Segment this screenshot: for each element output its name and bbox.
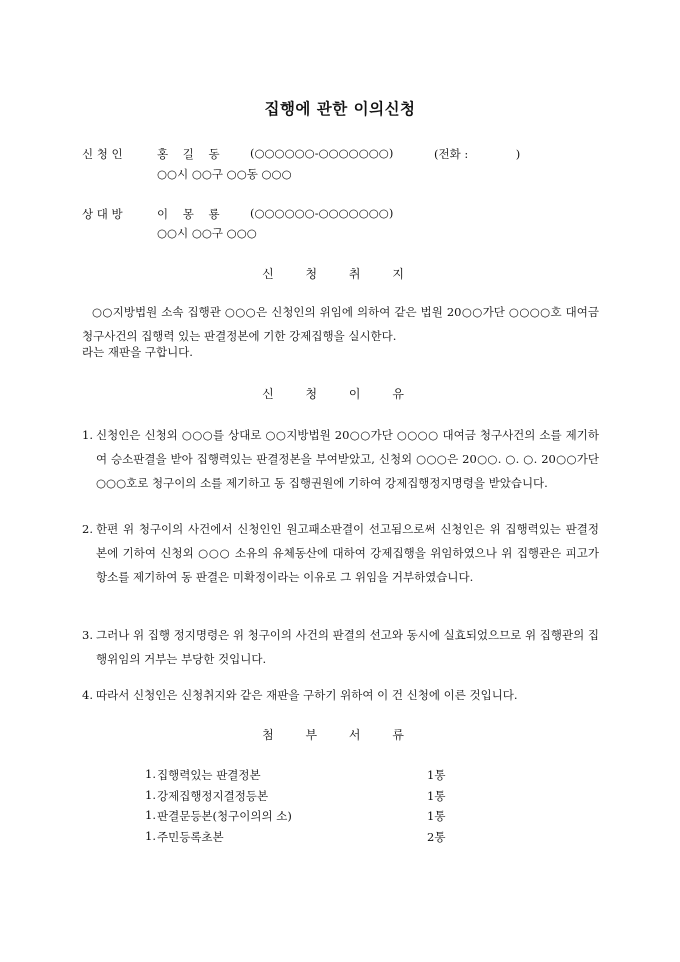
attachment-name: 집행력있는 판결정본 (157, 768, 261, 782)
respondent-name: 이 몽 룡 (157, 207, 220, 221)
reason-number: 4. (82, 688, 93, 702)
reason-text: 그러나 위 집행 정지명령은 위 청구이의 사건의 판결의 선고와 동시에 실효되었으므로 위 집행관의 집행위임의 거부는 부당한 것입니다. (96, 628, 599, 666)
purpose-closing: 라는 재판을 구합니다. (82, 345, 193, 359)
reasons-heading: 신 청 이 유 (262, 387, 418, 401)
attachment-number: 1. (145, 767, 156, 781)
attachment-name: 판결문등본(청구이의의 소) (157, 809, 292, 823)
document-title: 집행에 관한 이의신청 (264, 100, 416, 118)
applicant-name: 홍 길 동 (157, 147, 220, 161)
attachment-row (145, 788, 455, 810)
reason-number: 3. (82, 628, 93, 642)
applicant-id: (○○○○○○-○○○○○○○) (250, 146, 394, 160)
purpose-heading: 신 청 취 지 (262, 267, 418, 281)
attachment-row (145, 829, 455, 851)
applicant-address: ○○시 ○○구 ○○동 ○○○ (157, 167, 292, 181)
respondent-label: 상 대 방 (82, 207, 123, 221)
attachment-name: 강제집행정지결정등본 (157, 789, 269, 803)
reason-number: 2. (82, 522, 93, 536)
reason-item (82, 683, 599, 707)
attachment-row (145, 767, 455, 789)
reason-text: 신청인은 신청외 ○○○를 상대로 ○○지방법원 20○○가단 ○○○○ 대여금 청구사건의 소를 제기하여 승소판결을 받아 집행력있는 판결정본을 부여받았고, 신청외 ○○○은 20○○. ○. ○. 20○○가단 ○○○호로 청구이의 소를 제기하고 동 집행권원에 기하여 강제집행정지명령을 받았습니다. (96, 428, 599, 490)
attachment-qty: 1통 (427, 809, 446, 823)
reason-text: 한편 위 청구이의 사건에서 신청인인 원고패소판결이 선고됨으로써 신청인은 위 집행력있는 판결정본에 기하여 신청외 ○○○ 소유의 유체동산에 대하여 강제집행을 위임하였으나 위 집행관은 피고가 항소를 제기하여 동 판결은 미확정이라는 이유로 그 위임을 거부하였습니다. (96, 522, 599, 584)
applicant-phone: (전화 : ) (434, 147, 521, 161)
reason-item (82, 517, 599, 589)
attachment-qty: 2통 (427, 830, 446, 844)
attachment-qty: 1통 (427, 789, 446, 803)
attachment-row (145, 808, 455, 830)
attachments-heading: 첨 부 서 류 (262, 728, 418, 742)
reason-number: 1. (82, 428, 93, 442)
reason-text: 따라서 신청인은 신청취지와 같은 재판을 구하기 위하여 이 건 신청에 이른 것입니다. (96, 688, 518, 702)
respondent-address: ○○시 ○○구 ○○○ (157, 226, 257, 240)
applicant-label: 신 청 인 (82, 147, 123, 161)
attachment-number: 1. (145, 788, 156, 802)
reason-item (82, 623, 599, 671)
attachment-name: 주민등록초본 (157, 830, 224, 844)
purpose-text: ○○지방법원 소속 집행관 ○○○은 신청인의 위임에 의하여 같은 법원 20○○가단 ○○○○호 대여금 청구사건의 집행력 있는 판결정본에 기한 강제집행을 실시한다. (82, 305, 599, 343)
attachment-number: 1. (145, 829, 156, 843)
reason-item (82, 423, 599, 495)
attachment-number: 1. (145, 808, 156, 822)
attachment-qty: 1통 (427, 768, 446, 782)
respondent-id: (○○○○○○-○○○○○○○) (250, 206, 394, 220)
